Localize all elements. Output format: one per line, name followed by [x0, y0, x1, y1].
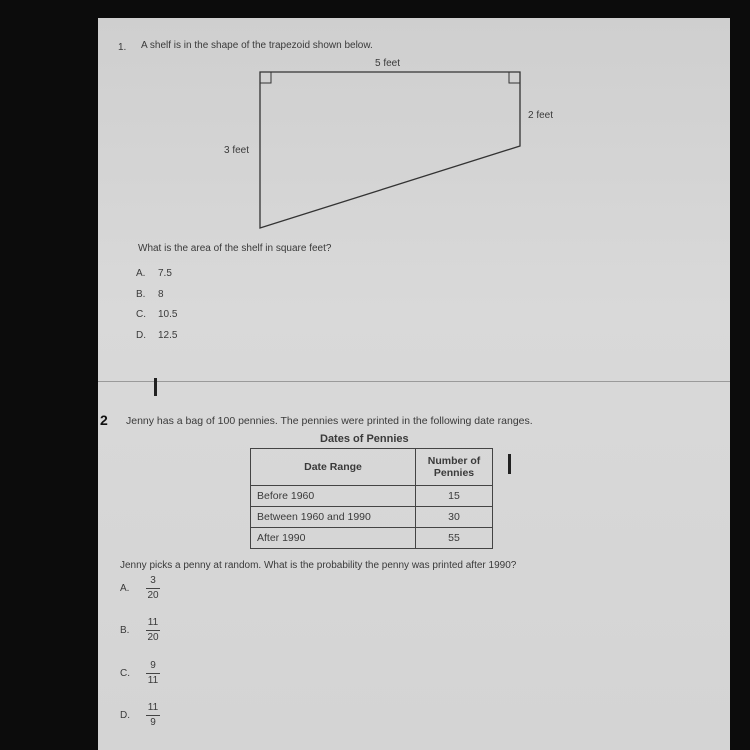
right-side-label: 2 feet	[528, 110, 554, 121]
cell-count: 30	[416, 507, 493, 528]
choice-value: 12.5	[158, 330, 178, 341]
cell-date-range: After 1990	[251, 528, 416, 549]
pencil-mark	[154, 378, 157, 396]
header-number-of-pennies: Number of Pennies	[416, 449, 493, 486]
fraction-numerator: 11	[147, 617, 159, 628]
choice-value: 10.5	[158, 309, 178, 320]
fraction-numerator: 11	[147, 702, 159, 713]
fraction-denominator: 20	[147, 590, 159, 601]
table-row	[251, 528, 493, 549]
fraction-denominator: 20	[147, 632, 159, 643]
question-1-text: A shelf is in the shape of the trapezoid shown below.	[141, 40, 373, 51]
fraction-numerator: 9	[150, 660, 156, 671]
top-side-label: 5 feet	[375, 58, 401, 69]
trapezoid-diagram	[98, 18, 730, 248]
fraction-numerator: 3	[150, 575, 156, 586]
fraction	[146, 617, 160, 644]
cell-date-range: Between 1960 and 1990	[251, 507, 416, 528]
q1-choice-d	[136, 330, 177, 341]
choice-letter: B.	[120, 625, 130, 636]
fraction-bar	[146, 715, 160, 716]
table-row	[251, 507, 493, 528]
fraction-bar	[146, 630, 160, 631]
q1-choice-b	[136, 289, 164, 300]
choice-value: 7.5	[158, 268, 172, 279]
table-row	[251, 486, 493, 507]
fraction-bar	[146, 673, 160, 674]
q1-choice-a	[136, 268, 172, 279]
pencil-mark	[508, 454, 511, 474]
fraction	[146, 575, 160, 602]
pennies-table	[250, 448, 493, 549]
fraction	[146, 660, 160, 687]
choice-value: 8	[158, 289, 164, 300]
choice-letter: A.	[136, 268, 146, 279]
table-header-row	[251, 449, 493, 486]
question-2-text: Jenny has a bag of 100 pennies. The pennies were printed in the following date ranges.	[126, 415, 533, 427]
worksheet-page	[98, 18, 730, 750]
choice-letter: C.	[136, 309, 146, 320]
right-angle-mark-left	[260, 72, 271, 83]
choice-letter: D.	[136, 330, 146, 341]
fraction-denominator: 9	[150, 717, 156, 728]
cell-date-range: Before 1960	[251, 486, 416, 507]
fraction	[146, 702, 160, 729]
question-1-prompt: What is the area of the shelf in square feet?	[138, 243, 332, 254]
question-1-number: 1.	[118, 42, 127, 53]
table-title: Dates of Pennies	[320, 433, 409, 445]
right-angle-mark-right	[509, 72, 520, 83]
cell-count: 15	[416, 486, 493, 507]
section-divider	[98, 381, 730, 382]
cell-count: 55	[416, 528, 493, 549]
choice-letter: A.	[120, 583, 130, 594]
left-side-label: 3 feet	[224, 145, 250, 156]
fraction-bar	[146, 588, 160, 589]
q1-choice-c	[136, 309, 177, 320]
choice-letter: D.	[120, 710, 130, 721]
question-2-number: 2	[100, 412, 108, 428]
header-date-range: Date Range	[251, 449, 416, 486]
trapezoid-shape	[260, 72, 520, 228]
choice-letter: B.	[136, 289, 146, 300]
fraction-denominator: 11	[147, 675, 159, 686]
choice-letter: C.	[120, 668, 130, 679]
question-2-prompt: Jenny picks a penny at random. What is the probability the penny was printed after 1990?	[120, 560, 517, 571]
